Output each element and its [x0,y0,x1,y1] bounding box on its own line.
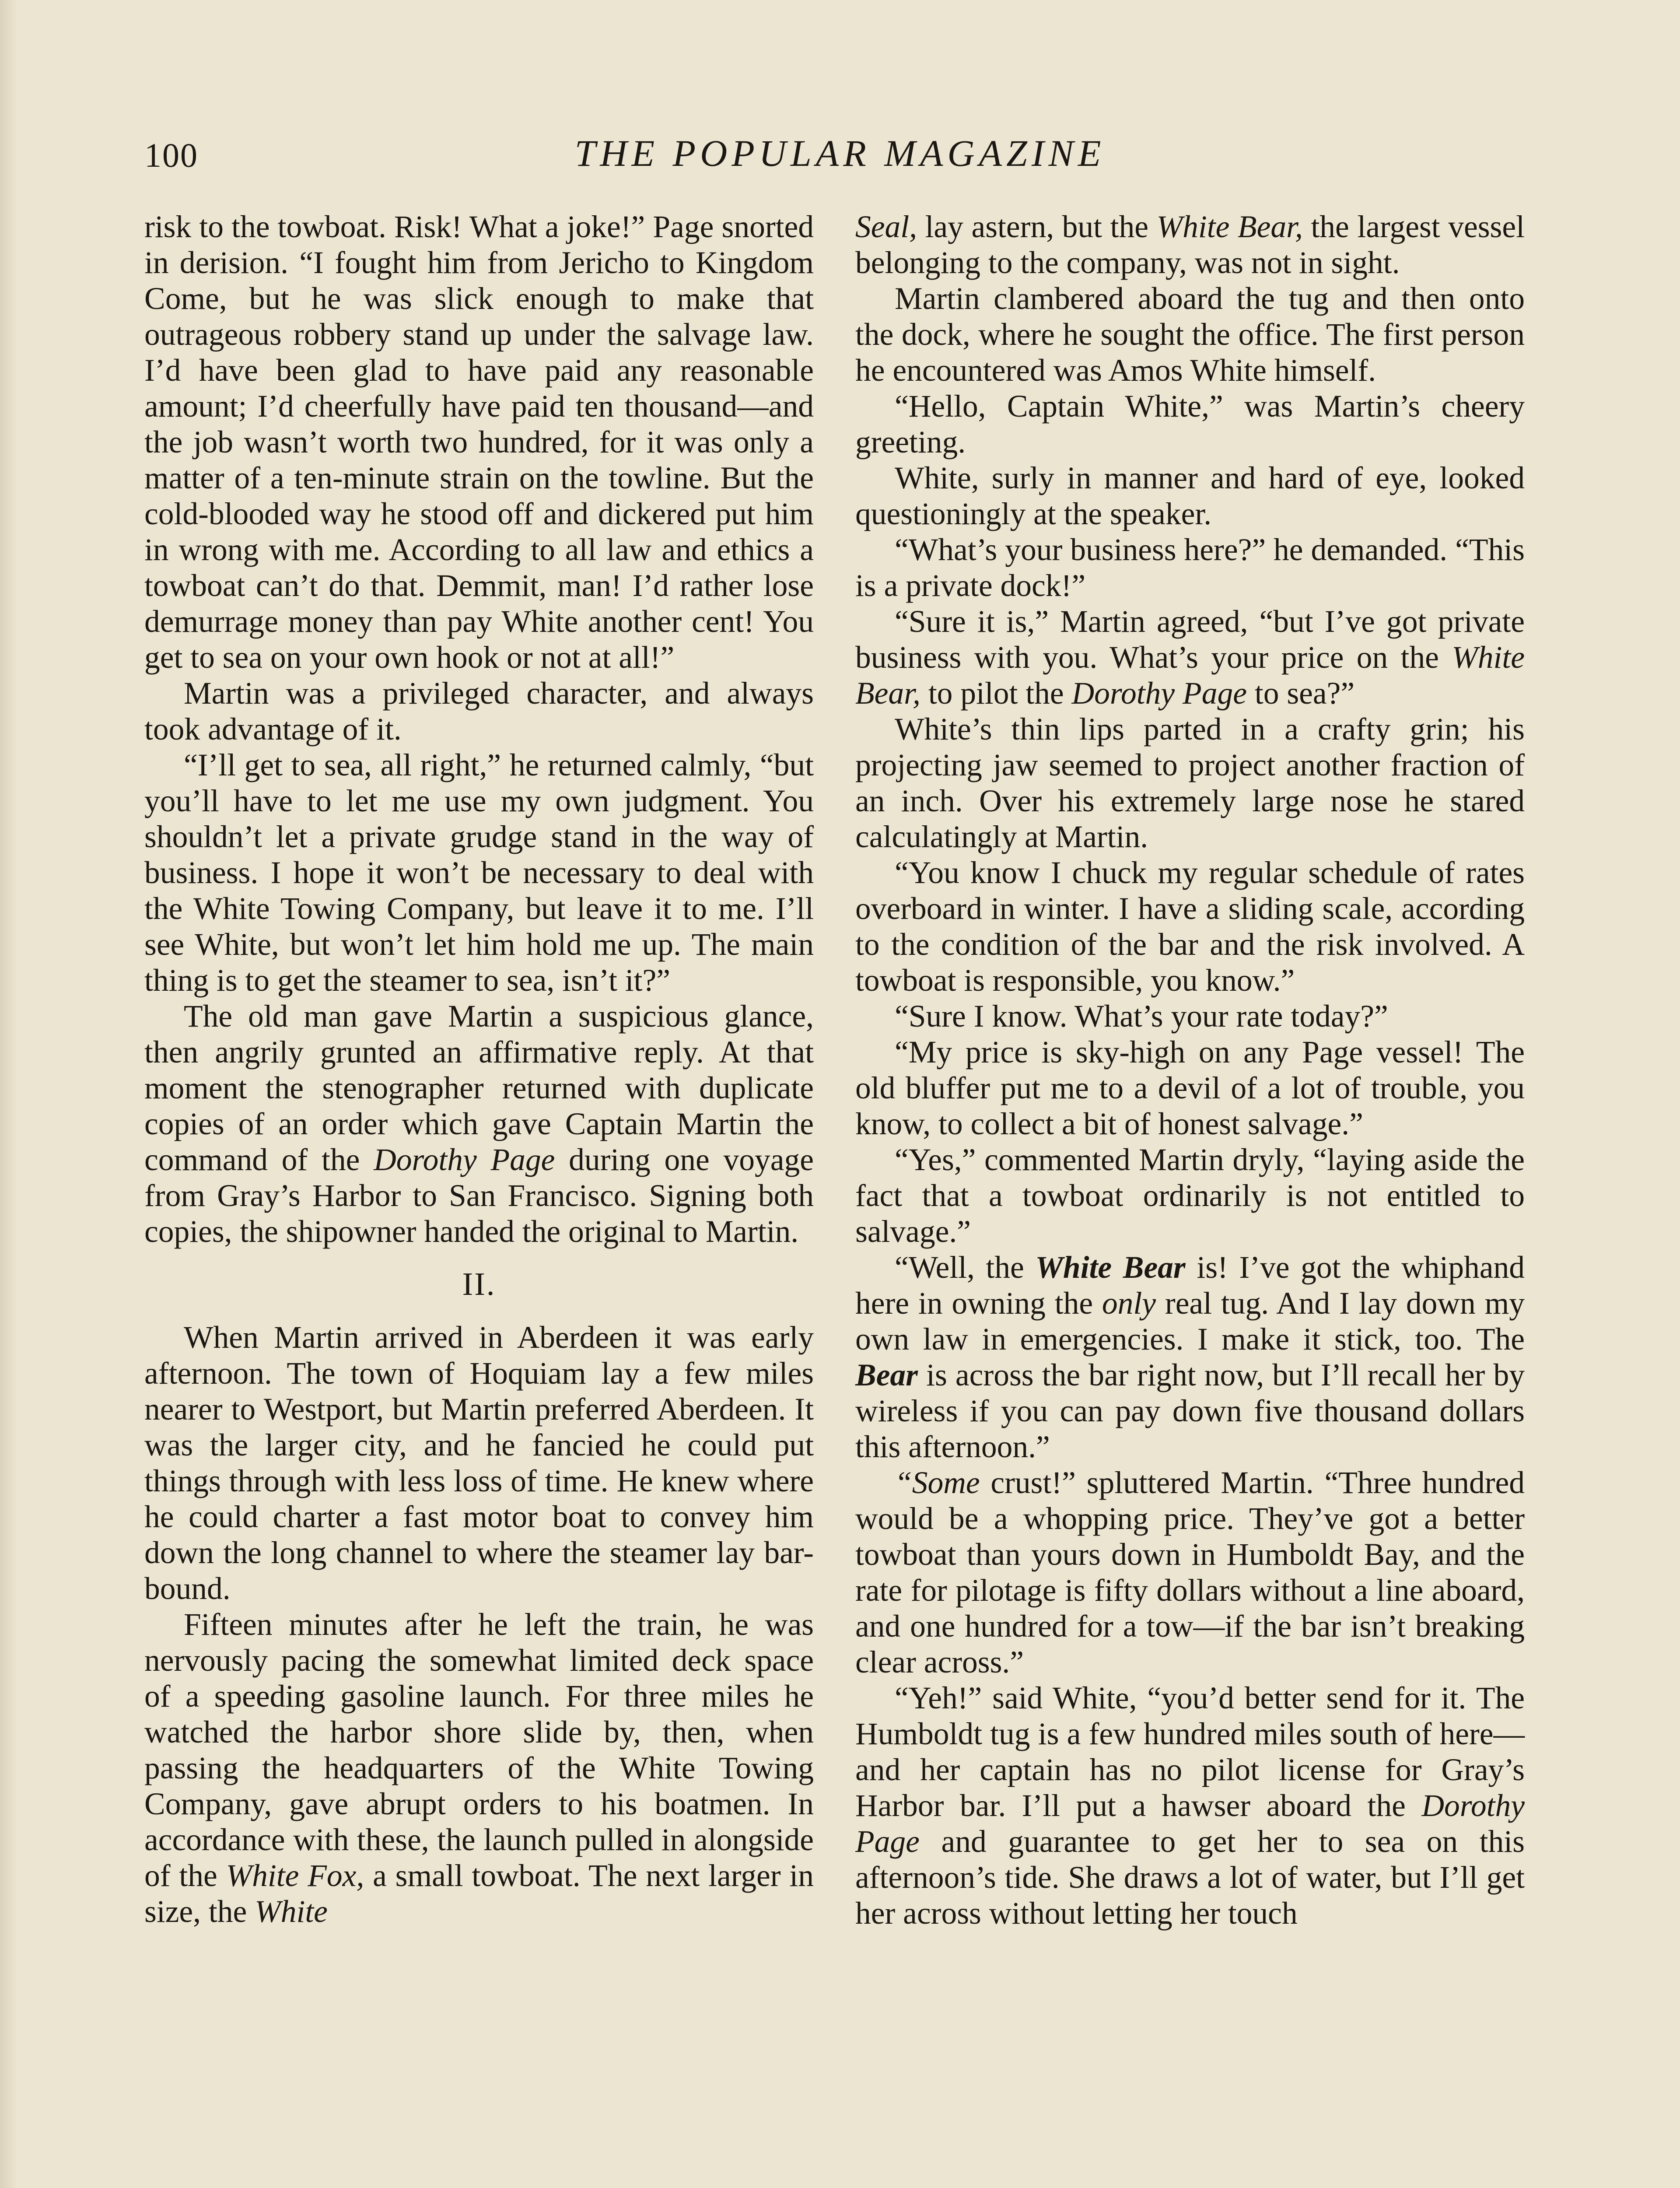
ship-name: White Bear, [855,640,1525,711]
right-column [855,209,1525,1932]
text-run: is! I’ve got the whiphand here in owning the [855,1250,1525,1321]
page-header [144,131,1536,179]
paragraph [855,1680,1525,1932]
left-column [144,209,814,1930]
text-run: to pilot the [920,676,1072,711]
paragraph [855,1250,1525,1465]
paragraph: risk to the towboat. Risk! What a joke!” Page snorted in derision. “I fought him from Jericho to Kingdom Come, but he was slick enough to make that outrageous robbery stand up under the salvage law. I’d have been glad to have paid any reasonable amount; I’d cheerfully have paid ten thousand—and the job wasn’t worth two hundred, for it was only a matter of a ten-minute strain on the towline. But the cold-blooded way he stood off and dickered put him in wrong with me. According to all law and ethics a towboat can’t do that. Demmit, man! I’d rather lose demurrage money than pay White another cent! You get to sea on your own hook or not at all!” [144,210,814,675]
magazine-title: THE POPULAR MAGAZINE [574,132,1106,174]
text-run: the largest vessel belonging to the company, was not in sight. [855,210,1525,280]
paragraph: “Yes,” commented Martin dryly, “laying aside the fact that a towboat ordinarily is not entitled to salvage.” [855,1143,1525,1249]
emphasis: only [1102,1286,1156,1321]
text-run: “Well, the [895,1250,1036,1285]
text-run: during one voyage from Gray’s Harbor to San Francisco. Signing both copies, the shipowner handed the original to Martin. [144,1143,814,1249]
paragraph: “Sure I know. What’s your rate today?” [895,999,1388,1034]
paragraph: “My price is sky-high on any Page vessel! The old bluffer put me to a devil of a lot of trouble, you know, to collect a bit of honest salvage.” [855,1035,1525,1141]
paragraph: When Martin arrived in Aberdeen it was early afternoon. The town of Hoquiam lay a few miles nearer to Westport, but Martin preferred Aberdeen. It was the larger city, and he fancied he could put things through with less loss of time. He knew where he could charter a fast motor boat to convey him down the long channel to where the steamer lay bar-bound. [144,1320,814,1606]
text-run: crust!” spluttered Martin. “Three hundred would be a whopping price. They’ve got a better towboat than yours down in Humboldt Bay, and the rate for pilotage is fifty dollars without a line aboard, and one hundred for a tow—if the bar isn’t breaking clear across.” [855,1466,1525,1680]
page-number: 100 [144,136,198,174]
text-run: The old man gave Martin a suspicious glance, then angrily grunted an affirmative reply. At that moment the stenographer returned with duplicate copies of an order which gave Captain Martin the command of the [144,999,814,1177]
paragraph [855,604,1525,712]
paragraph: Martin clambered aboard the tug and then onto the dock, where he sought the office. The first person he encountered was Amos White himself. [855,281,1525,388]
paragraph: White, surly in manner and hard of eye, looked questioningly at the speaker. [855,461,1525,531]
ship-name: White Bear [1035,1250,1186,1285]
ship-name: White [255,1894,328,1929]
text-run: and guarantee to get her to sea on this afternoon’s tide. She draws a lot of water, but I’ll get her across without letting her touch [855,1824,1525,1931]
paragraph [144,999,814,1250]
page-edge-shadow [0,0,18,2188]
ship-name: White Fox, [226,1858,364,1893]
text-run: to sea?” [1246,676,1355,711]
text-run: lay astern, but the [917,210,1157,244]
text-run: is across the bar right now, but I’ll recall her by wireless if you can pay down five thousand dollars this afternoon.” [855,1358,1525,1464]
text-run: a small towboat. The next larger in size, the [144,1858,814,1929]
text-run: real tug. And I lay down my own law in emergencies. I make it stick, too. The [855,1286,1525,1357]
ship-name: White Bear, [1156,210,1303,244]
paragraph [144,1607,814,1930]
text-run: Fifteen minutes after he left the train, he was nervously pacing the somewhat limited deck space of a speeding gasoline launch. For three miles he watched the harbor shore slide by, then, when passing the headquarters of the White Towing Company, gave abrupt orders to his boatmen. In accordance with these, the launch pulled in alongside of the [144,1607,814,1893]
ship-name: Dorothy Page [1071,676,1247,711]
emphasis: “Some [895,1466,980,1500]
paragraph: “I’ll get to sea, all right,” he returned calmly, “but you’ll have to let me use my own judgment. You shouldn’t let a private grudge stand in the way of business. I hope it won’t be necessary to deal with the White Towing Company, but leave it to me. I’ll see White, but won’t let him hold me up. The main thing is to get the steamer to sea, isn’t it?” [144,748,814,998]
text-run: “Yeh!” said White, “you’d better send for it. The Humboldt tug is a few hundred miles south of here—and her captain has no pilot license for Gray’s Harbor bar. I’ll put a hawser aboard the [855,1681,1525,1823]
ship-name: Dorothy Page [374,1143,555,1177]
paragraph: “What’s your business here?” he demanded. “This is a private dock!” [855,533,1525,603]
paragraph [855,209,1525,281]
ship-name: Dorothy Page [855,1788,1525,1859]
text-run: “Sure it is,” Martin agreed, “but I’ve got private business with you. What’s your price on the [855,604,1525,675]
paragraph: “Hello, Captain White,” was Martin’s cheery greeting. [855,389,1525,459]
paragraph [855,1465,1525,1680]
ship-name: Bear [855,1358,918,1392]
ship-name: Seal, [855,210,917,244]
paragraph: Martin was a privileged character, and always took advantage of it. [144,676,814,747]
section-heading: II. [462,1266,496,1302]
paragraph: “You know I chuck my regular schedule of rates overboard in winter. I have a sliding scale, according to the condition of the bar and the risk involved. A towboat is responsible, you know.” [855,856,1525,998]
paragraph: White’s thin lips parted in a crafty grin; his projecting jaw seemed to project another fraction of an inch. Over his extremely large nose he stared calculatingly at Martin. [855,712,1525,854]
